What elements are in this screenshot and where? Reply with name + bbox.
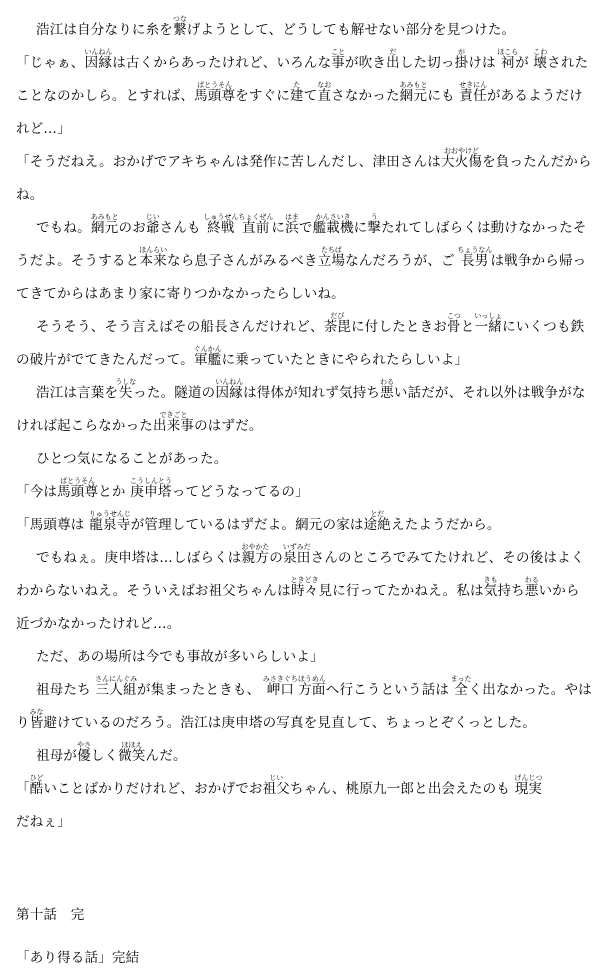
- ruby-dabi: 荼毘だび: [323, 312, 352, 335]
- ruby-jii: 爺じい: [145, 213, 160, 236]
- ruby-hokora: 祠ほこら: [497, 48, 519, 71]
- ruby-mina: 皆みな: [29, 708, 44, 731]
- ruby-kotsu: 骨こつ: [446, 312, 461, 335]
- paragraph-3: 「そうだねえ。おかげでアキちゃんは発作に苦しんだし、津田さんは大火傷おおやけどを負ったんだからね。: [16, 147, 592, 203]
- paragraph-1: 浩江は自分なりに糸を繋つなげようとして、どうしても解せない部分を見つけた。: [36, 15, 516, 38]
- ending-spacer: [16, 839, 593, 899]
- ruby-oyakata: 親方おやかた: [241, 543, 270, 566]
- series-end-line: 「あり得る話」完結: [16, 950, 140, 966]
- paragraph-5: そうそう、そう言えばその船長さんだけれど、荼毘だびに付したときお骨こつと一緒いっしょにいくつも鉄の破片がでてきたんだって。軍艦ぐんかんに乗っていたときにやられたらしいよ」: [16, 312, 585, 368]
- ruby-kansaiki: 艦載機かんさいき: [312, 213, 354, 236]
- ruby-shusen: 終戦しゅうせん: [203, 213, 239, 236]
- ruby-gunkan: 軍艦ぐんかん: [193, 345, 222, 368]
- ruby-tachiba: 立場たちば: [317, 246, 346, 269]
- ruby-misaki: 岬口みさきぐち: [262, 675, 298, 698]
- ruby-ooyakedo: 大火傷おおやけど: [440, 147, 483, 170]
- ruby-waru2: 悪わる: [524, 576, 539, 599]
- paragraph-13: 祖母が優やさしく微笑ほほえんだ。: [36, 741, 187, 764]
- ruby-batouson2: 馬頭尊ばとうそん: [57, 477, 99, 500]
- paragraph-11: ただ、あの場所は今でも事故が多いらしいよ」: [36, 649, 324, 665]
- ruby-tokidoki: 時々ときどき: [290, 576, 319, 599]
- ruby-ryusenji: 龍泉寺りゅうせんじ: [88, 510, 131, 533]
- paragraph-4: でもね。網元あみもとのお爺じいさんも 終戦しゅうせん直前ちょくぜんに浜はまで艦載機かんさいきに撃うたれてしばらくは動けなかったそうだよ。そうすると本来ほんらいなら息子さんがみるべき立場たちばなんだろうが、ご 長男ちょうなんは戦争から帰ってきてからはあまり家に寄りつかなかったらしいね。: [16, 213, 587, 302]
- paragraph-6: 浩江は言葉を失うしなった。隧道の因縁いんねんは得体が知れず気持ち悪わるい話だが、それ以外は戦争がなければ起こらなかった出来事できごとのはずだ。: [16, 378, 586, 434]
- ruby-tsunage: 繋つな: [172, 15, 187, 38]
- paragraph-8: 「今は馬頭尊ばとうそんとか 庚申塔こうしんとうってどうなってるの」: [16, 477, 309, 500]
- paragraph-14: 「酷ひどいことばかりだけれど、おかげでお祖父じいちゃん、桃原九一郎と出会えたのも 現実げんじつだねぇ」: [16, 774, 543, 830]
- ruby-ushina: 失うしな: [115, 378, 137, 401]
- ruby-koto: 事こと: [331, 48, 346, 71]
- ruby-waru: 悪わる: [379, 378, 394, 401]
- ruby-sanningumi: 三人組さんにんぐみ: [95, 675, 138, 698]
- ruby-innen: 因縁いんねん: [84, 48, 113, 71]
- ruby-da: 出だ: [386, 48, 400, 71]
- ruby-hama: 浜はま: [285, 213, 300, 236]
- ruby-kowa: 壊こわ: [533, 48, 548, 71]
- paragraph-7: ひとつ気になることがあった。: [36, 451, 228, 467]
- ruby-honrai: 本来ほんらい: [139, 246, 168, 269]
- paragraph-9: 「馬頭尊は 龍泉寺りゅうせんじが管理しているはずだよ。網元の家は途絶とだえたようだから。: [16, 510, 501, 533]
- ruby-ta2: 途絶とだ: [363, 510, 392, 533]
- ruby-matta: 全まった: [450, 675, 472, 698]
- ruby-ki: 気きも: [483, 576, 498, 599]
- ruby-u: 撃う: [367, 213, 382, 236]
- ruby-houmen: 方面ほうめん: [297, 675, 326, 698]
- chapter-end-line: 第十話 完: [16, 907, 85, 923]
- ruby-dekigoto: 出来事できごと: [153, 411, 195, 434]
- ruby-ta: 建た: [290, 81, 304, 104]
- ruby-issho: 一緒いっしょ: [474, 312, 503, 335]
- ruby-koushintou: 庚申塔こうしんとう: [129, 477, 172, 500]
- paragraph-12: 祖母たち 三人組さんにんぐみが集まったときも、 岬口みさきぐち方面ほうめんへ行こうという話は 全まったく出なかった。やはり皆みな避けているのだろう。浩江は庚申塔の写真を見直して、ちょっとぞくっとした。: [16, 675, 592, 731]
- ending-spacer-2: [16, 932, 593, 942]
- ruby-jii2: 祖父じい: [262, 774, 291, 797]
- ruby-amimoto2: 網元あみもと: [90, 213, 119, 236]
- paragraph-10: でもねぇ。庚申塔は…しばらくは親方おやかたの泉田いずみださんのところでみてたけれど、その後はよくわからないねえ。そういえばお祖父ちゃんは時々ときどき見に行ってたかねえ。私は気きも持ち悪わるいから近づかなかったけれど…。: [16, 543, 585, 632]
- ruby-sekinin: 責任せきにん: [459, 81, 488, 104]
- ruby-hohoe: 微笑ほほえ: [118, 741, 146, 764]
- ruby-chounan: 長男ちょうなん: [457, 246, 493, 269]
- ruby-hido: 酷ひど: [29, 774, 44, 797]
- ruby-ga: 掛が: [454, 48, 469, 71]
- ruby-nao: 直なお: [317, 81, 332, 104]
- paragraph-2: 「じゃぁ、因縁いんねんは古くからあったけれど、いろんな事ことが吹き出だした切っ掛がけは 祠ほこらが 壊こわされたことなのかしら。とすれば、馬頭尊ばとうそんをすぐに建たて直なおさなかった網元あみもとにも 責任せきにんがあるようだけれど…」: [16, 48, 589, 137]
- ruby-yasa: 優やさ: [76, 741, 91, 764]
- ruby-batouson: 馬頭尊ばとうそん: [194, 81, 236, 104]
- ruby-amimoto: 網元あみもと: [399, 81, 428, 104]
- ruby-genjitsu: 現実げんじつ: [514, 774, 543, 797]
- ruby-chokuzen: 直前ちょくぜん: [238, 213, 274, 236]
- ruby-innen2: 因縁いんねん: [215, 378, 244, 401]
- ruby-izumida: 泉田いずみだ: [282, 543, 311, 566]
